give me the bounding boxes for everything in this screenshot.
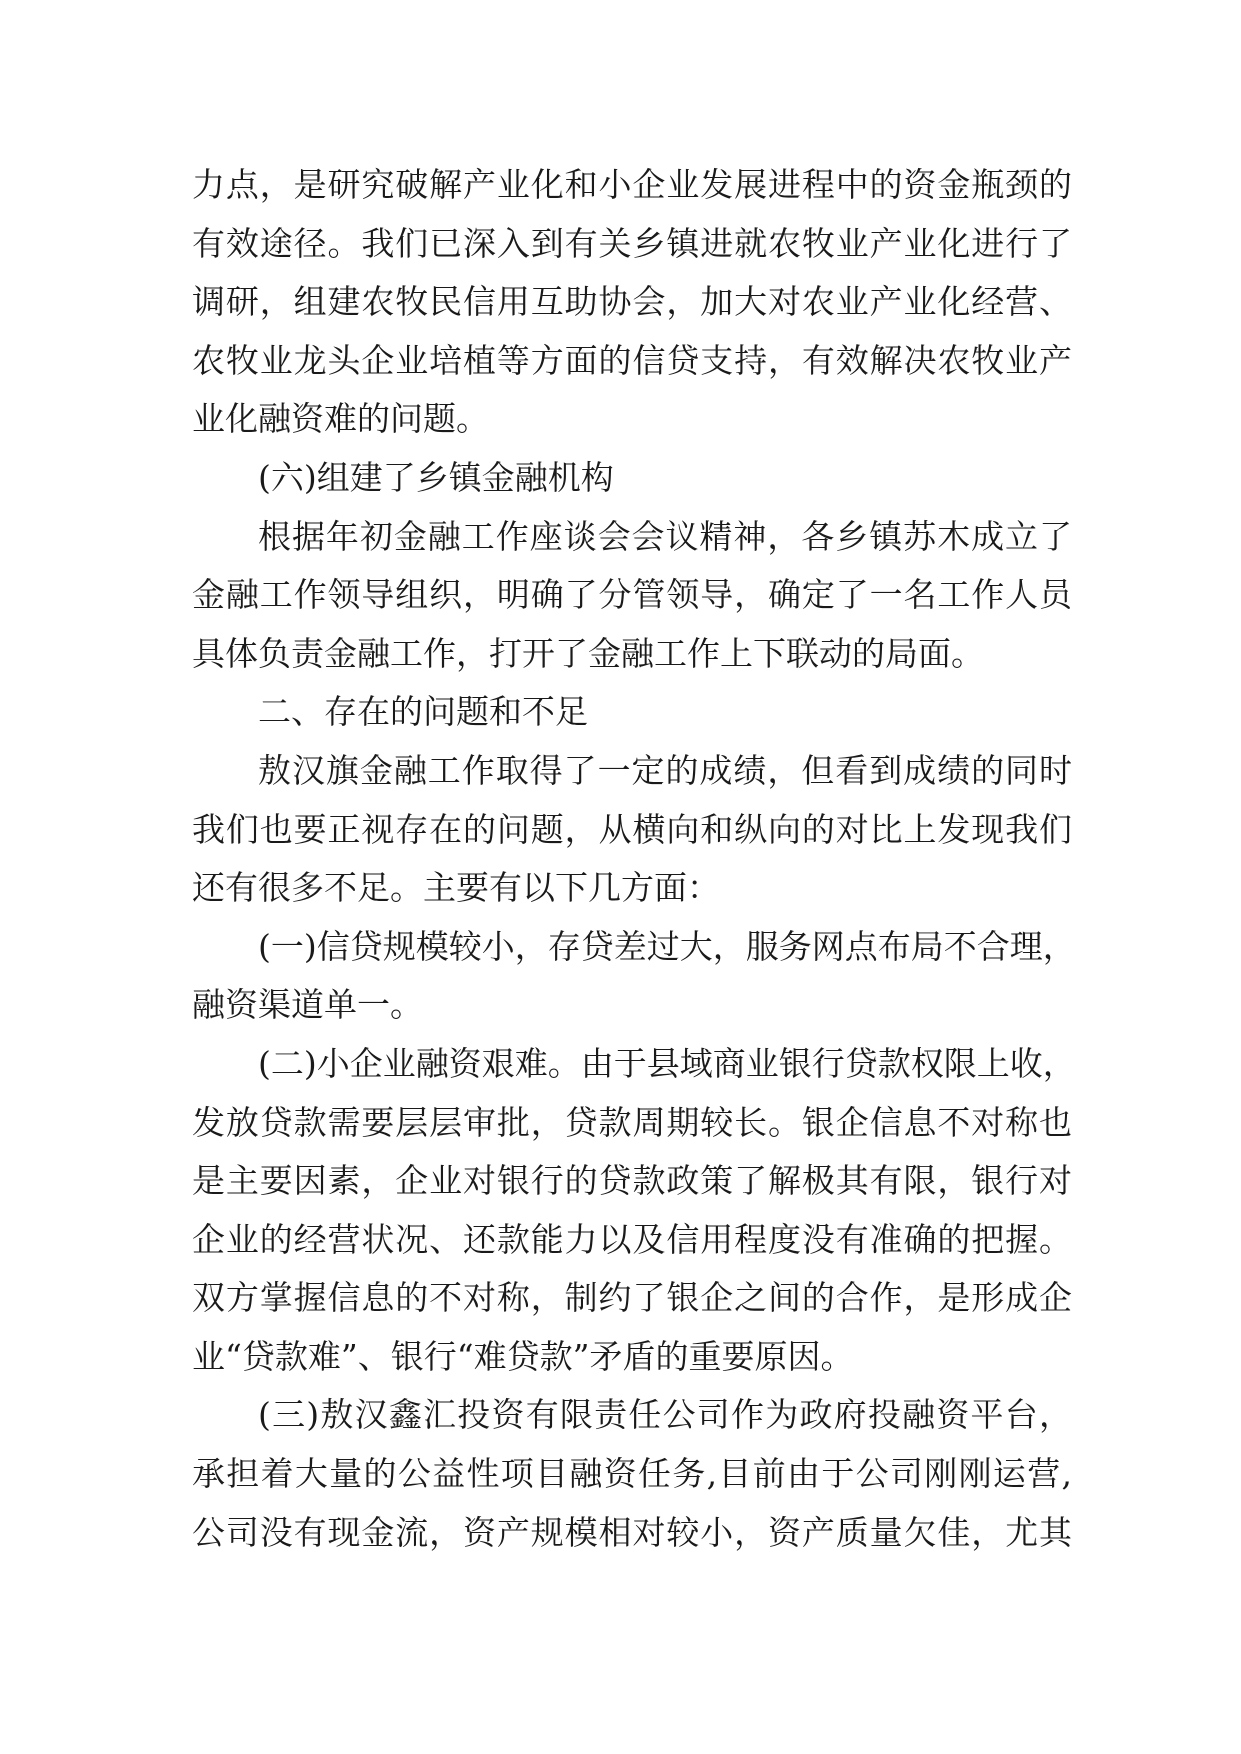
text-line: 业“贷款难”、银行“难贷款”矛盾的重要原因。 — [192, 1336, 854, 1376]
text-line: 有效途径。我们已深入到有关乡镇进就农牧业产业化进行了 — [192, 223, 1072, 263]
text-line: 业化融资难的问题。 — [192, 399, 489, 439]
text-line: 根据年初金融工作座谈会会议精神，各乡镇苏木成立了 — [258, 516, 1072, 556]
text-line: (三)敖汉鑫汇投资有限责任公司作为政府投融资平台， — [258, 1395, 1072, 1435]
text-line: 发放贷款需要层层审批，贷款周期较长。银企信息不对称也 — [192, 1102, 1072, 1142]
body-text — [192, 156, 1076, 1562]
text-line: 我们也要正视存在的问题，从横向和纵向的对比上发现我们 — [192, 809, 1072, 849]
text-line: 双方掌握信息的不对称，制约了银企之间的合作，是形成企 — [192, 1278, 1072, 1318]
text-line: 融资渠道单一。 — [192, 985, 423, 1025]
text-line: 还有很多不足。主要有以下几方面： — [192, 868, 720, 908]
text-line: 具体负责金融工作，打开了金融工作上下联动的局面。 — [192, 633, 984, 673]
text-line: 调研，组建农牧民信用互助协会，加大对农业产业化经营、 — [192, 282, 1072, 322]
text-line: 农牧业龙头企业培植等方面的信贷支持，有效解决农牧业产 — [192, 340, 1072, 380]
text-line: (一)信贷规模较小，存贷差过大，服务网点布局不合理， — [258, 926, 1076, 966]
text-line: 敖汉旗金融工作取得了一定的成绩，但看到成绩的同时 — [258, 750, 1072, 790]
text-line: 力点，是研究破解产业化和小企业发展进程中的资金瓶颈的 — [192, 165, 1072, 204]
text-line: 是主要因素，企业对银行的贷款政策了解极其有限，银行对 — [192, 1161, 1072, 1201]
text-line: (二)小企业融资艰难。由于县域商业银行贷款权限上收， — [258, 1043, 1076, 1083]
text-line: 公司没有现金流，资产规模相对较小，资产质量欠佳，尤其 — [192, 1512, 1072, 1552]
text-line: 金融工作领导组织，明确了分管领导，确定了一名工作人员 — [192, 575, 1072, 615]
text-line: 企业的经营状况、还款能力以及信用程度没有准确的把握。 — [192, 1219, 1072, 1259]
text-line: 二、存在的问题和不足 — [258, 692, 588, 732]
text-line: (六)组建了乡镇金融机构 — [258, 457, 614, 497]
text-line: 承担着大量的公益性项目融资任务,目前由于公司刚刚运营, — [192, 1454, 1072, 1494]
